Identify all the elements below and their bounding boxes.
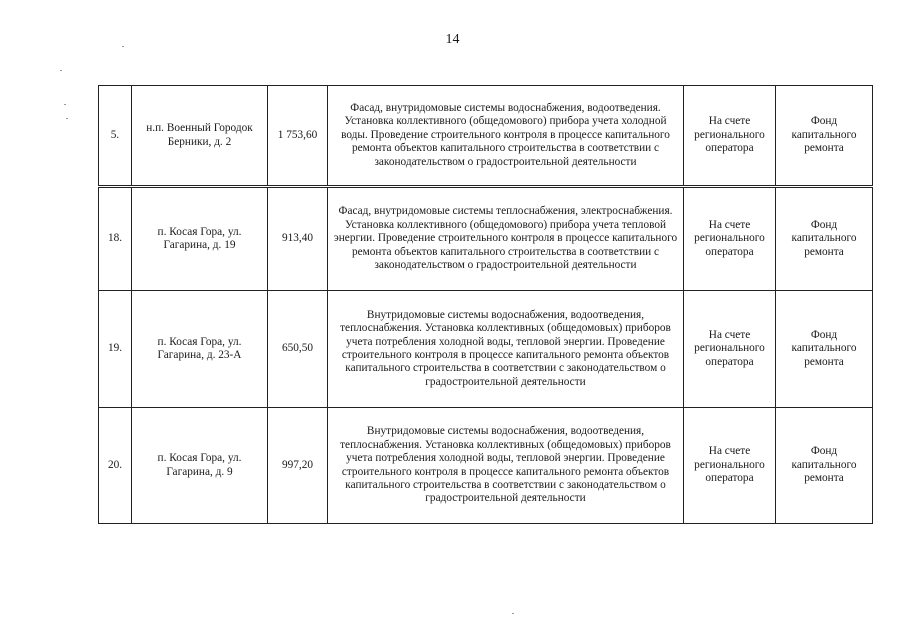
row-account: На счете регионального оператора: [684, 291, 776, 408]
row-works: Фасад, внутридомовые системы теплоснабжения, электроснабжения. Установка коллективного (общедомового) прибора учета тепловой энергии. Проведение строительного контроля в процессе капитального ремонта объектов капитального строительства в соответствии с законодательством о градостроительной деятельности: [328, 188, 684, 291]
scan-speck: [66, 118, 68, 119]
row-number: 19.: [99, 291, 132, 408]
page-number: 14: [445, 32, 460, 47]
row-works: Фасад, внутридомовые системы водоснабжения, водоотведения. Установка коллективного (общедомового) прибора учета холодной воды. Проведение строительного контроля в процессе капитального ремонта объектов капитального строительства в соответствии с законодательством о градостроительной деятельности: [328, 86, 684, 186]
row-number: 18.: [99, 188, 132, 291]
row-works: Внутридомовые системы водоснабжения, водоотведения, теплоснабжения. Установка коллективных (общедомовых) приборов учета потребления холодной воды, тепловой энергии. Проведение строительного контроля в процессе капитального ремонта объектов капитального строительства в соответствии с законодательством о градостроительной деятельности: [328, 291, 684, 408]
row-account: На счете регионального оператора: [684, 408, 776, 524]
scan-speck: [60, 70, 62, 71]
table-row: [99, 86, 873, 186]
row-area: 1 753,60: [268, 86, 328, 186]
repair-table-block-b: [98, 187, 873, 524]
row-number: 5.: [99, 86, 132, 186]
row-works: Внутридомовые системы водоснабжения, водоотведения, теплоснабжения. Установка коллективных (общедомовых) приборов учета потребления холодной воды, тепловой энергии. Проведение строительного контроля в процессе капитального ремонта объектов капитального строительства в соответствии с законодательством о градостроительной деятельности: [328, 408, 684, 524]
table-row: [99, 291, 873, 408]
row-account: На счете регионального оператора: [684, 188, 776, 291]
table-row: [99, 188, 873, 291]
row-address: п. Косая Гора, ул. Гагарина, д. 9: [132, 408, 268, 524]
scan-speck: [512, 613, 514, 614]
scan-speck: [64, 104, 66, 105]
row-address: н.п. Военный Городок Берники, д. 2: [132, 86, 268, 186]
row-address: п. Косая Гора, ул. Гагарина, д. 23-А: [132, 291, 268, 408]
row-area: 913,40: [268, 188, 328, 291]
row-area: 997,20: [268, 408, 328, 524]
scan-speck: [122, 46, 124, 47]
row-number: 20.: [99, 408, 132, 524]
row-fund: Фонд капитального ремонта: [776, 291, 873, 408]
repair-table-block-a: [98, 85, 873, 186]
row-fund: Фонд капитального ремонта: [776, 188, 873, 291]
row-account: На счете регионального оператора: [684, 86, 776, 186]
row-address: п. Косая Гора, ул. Гагарина, д. 19: [132, 188, 268, 291]
row-fund: Фонд капитального ремонта: [776, 408, 873, 524]
row-area: 650,50: [268, 291, 328, 408]
table-row: [99, 408, 873, 524]
row-fund: Фонд капитального ремонта: [776, 86, 873, 186]
